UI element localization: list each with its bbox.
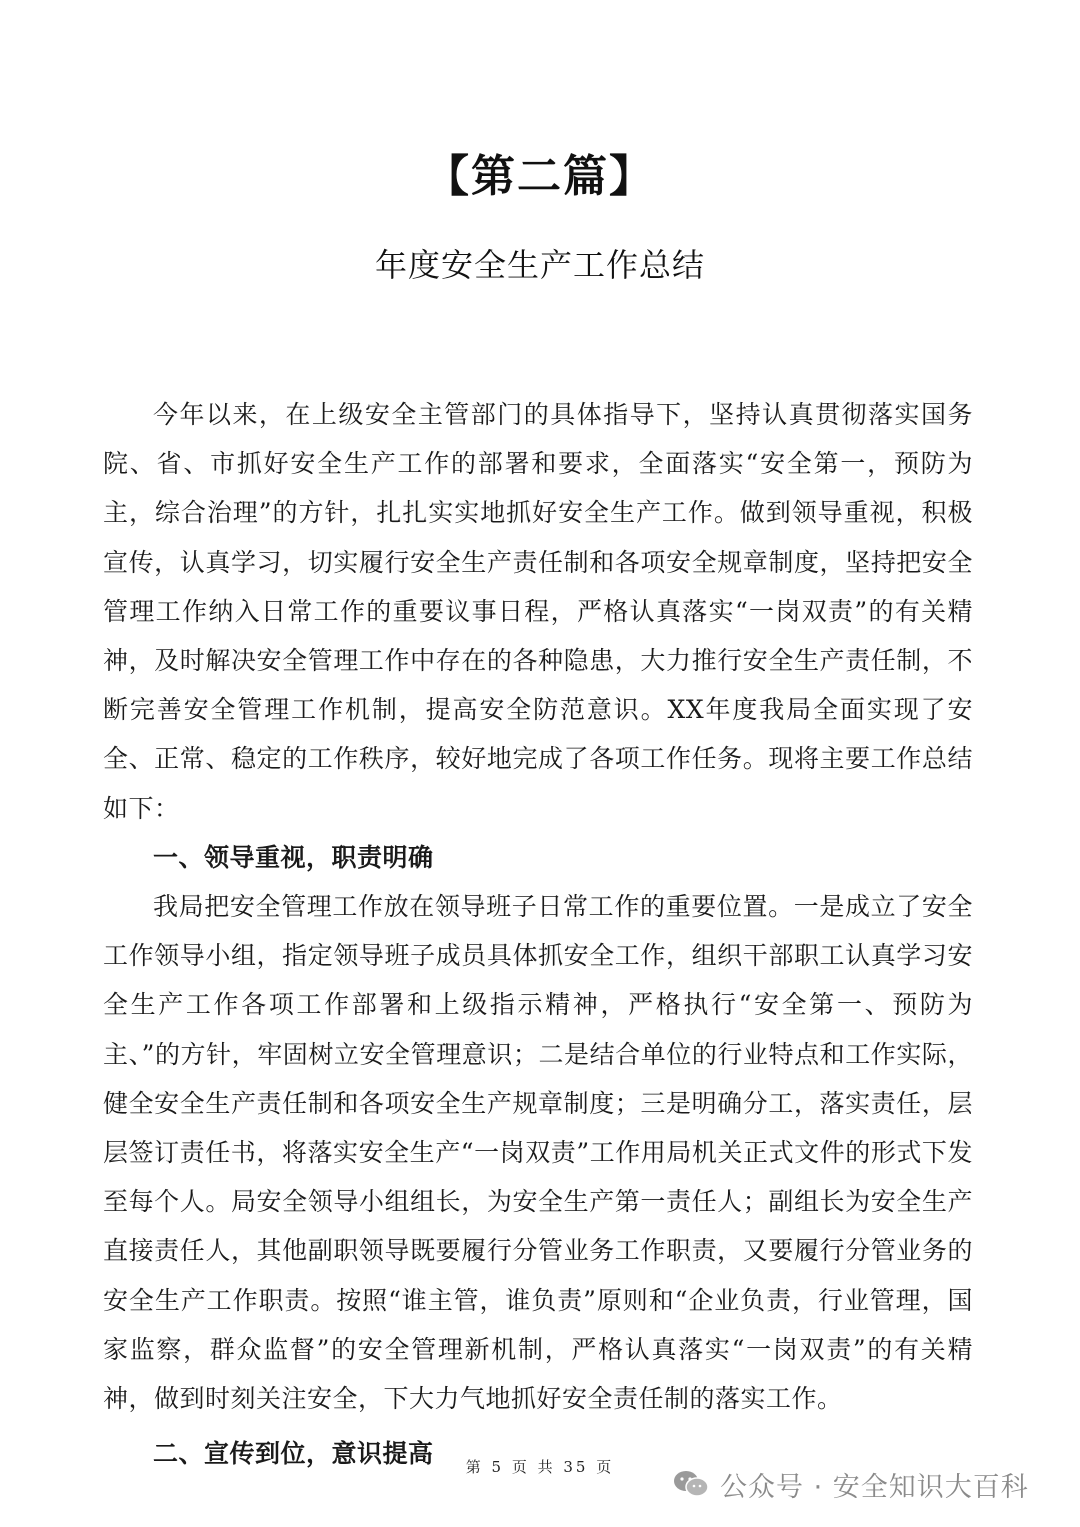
intro-paragraph: 今年以来，在上级安全主管部门的具体指导下，坚持认真贯彻落实国务院、省、市抓好安全生产工作的部署和要求，全面落实“安全第一，预防为主，综合治理”的方针，扎扎实实地抓好安全生产工作。做到领导重视，积极宣传，认真学习，切实履行安全生产责任制和各项安全规章制度，坚持把安全管理工作纳入日常工作的重要议事日程，严格认真落实“一岗双责”的有关精神，及时解决安全管理工作中存在的各种隐患，大力推行安全生产责任制，不断完善安全管理工作机制，提高安全防范意识。XX年度我局全面实现了安全、正常、稳定的工作秩序，较好地完成了各项工作任务。现将主要工作总结如下： <box>103 400 973 823</box>
section-paragraph: 我局把安全管理工作放在领导班子日常工作的重要位置。一是成立了安全工作领导小组，指定领导班子成员具体抓安全工作，组织干部职工认真学习安全生产工作各项工作部署和上级指示精神，严格执行“安全第一、预防为主、”的方针，牢固树立安全管理意识；二是结合单位的行业特点和工作实际，健全安全生产责任制和各项安全生产规章制度；三是明确分工，落实责任，层层签订责任书，将落实安全生产“一岗双责”工作用局机关正式文件的形式下发至每个人。局安全领导小组组长，为安全生产第一责任人；副组长为安全生产直接责任人，其他副职领导既要履行分管业务工作职责，又要履行分管业务的安全生产工作职责。按照“谁主管，谁负责”原则和“企业负责，行业管理，国家监察，群众监督”的安全管理新机制，严格认真落实“一岗双责”的有关精神，做到时刻关注安全，下大力气地抓好安全责任制的落实工作。 <box>103 892 973 1414</box>
chapter-title: 【第二篇】 <box>425 151 655 202</box>
document-body <box>103 390 973 1478</box>
section-heading: 一、领导重视，职责明确 <box>153 842 434 872</box>
section-heading: 二、宣传到位，意识提高 <box>153 1439 434 1469</box>
wechat-icon <box>672 1469 710 1499</box>
watermark-text: 公众号 · 安全知识大百科 <box>720 1471 1029 1503</box>
watermark <box>672 1464 1029 1504</box>
document-title: 年度安全生产工作总结 <box>374 246 705 284</box>
page-number: 第 5 页 共 35 页 <box>465 1458 615 1476</box>
